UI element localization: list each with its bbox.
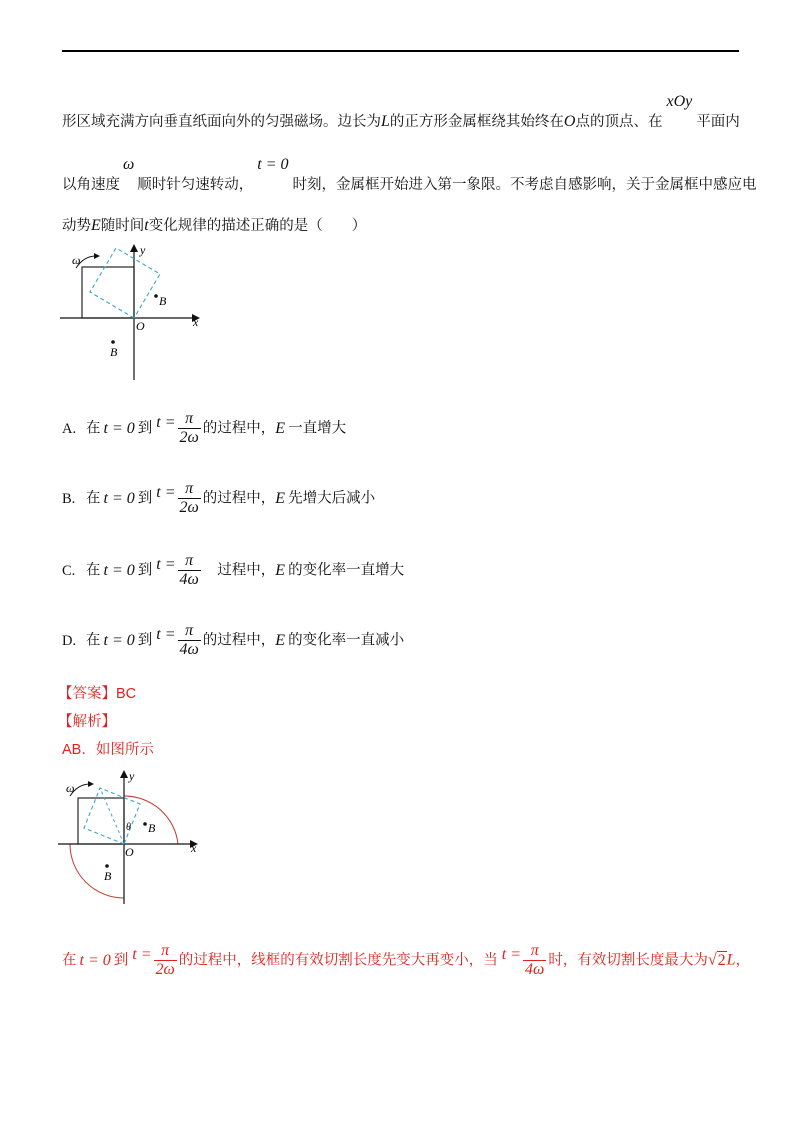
field-dot [143,822,147,826]
math-E: E [275,489,286,507]
text: 时刻，金属框开始进入第一象限。不考虑自感影响，关于金属框中感应电 [292,177,757,193]
fraction [178,480,201,517]
x-label: x [191,841,197,855]
numerator: π [178,552,201,571]
text: 时，有效切割长度最大为 [548,952,708,969]
denominator: 4ω [525,961,545,978]
math-t0: t = 0 [103,419,135,437]
text: 过程中， [202,562,276,579]
math-t: t [144,217,149,234]
text: 在 [62,952,77,969]
field-label-1: B [159,294,167,308]
math-t-eq: t = [156,625,176,643]
numerator: π [178,622,201,641]
y-axis-arrow [130,244,138,252]
field-dot [111,340,115,344]
text: 到 [137,632,153,649]
fraction [178,622,201,659]
math-t-eq: t = [156,483,176,501]
text: AB．如图所示 [62,742,154,758]
math-L: L [726,951,736,969]
math-E: E [275,631,286,649]
figure-rotating-frame [60,240,210,385]
text: 在 [86,562,101,579]
text: 动势 [62,218,91,234]
text: 点的顶点、在 [575,114,663,130]
option-b[interactable] [62,480,375,517]
math-t-eq: t = [156,555,176,573]
header-rule [62,50,739,52]
text: 一直增大 [288,420,347,437]
denominator: 2ω [155,961,175,978]
text: 先增大后减小 [288,490,376,507]
math-xOy: xOy [666,93,693,110]
field-label-2: B [110,345,118,359]
text: 的过程中，线框的有效切割长度先变大再变小，当 [178,952,498,969]
text: 平面内 [696,114,740,130]
option-label: C. [62,562,76,579]
y-axis-arrow [120,770,128,778]
radicand: 2 [717,951,726,969]
numerator: π [178,410,201,429]
text: 到 [137,562,153,579]
fraction [154,942,177,979]
fraction [523,942,546,979]
origin-label: O [125,845,134,859]
text: 变化规律的描述正确的是（ ） [148,218,367,234]
omega-label: ω [66,781,75,795]
text: ， [735,952,751,969]
text: 到 [113,952,129,969]
text: 以角速度 [62,177,120,193]
numerator: π [178,480,201,499]
numerator: π [154,942,177,961]
text: 在 [86,490,101,507]
math-E: E [275,561,286,579]
square-frame [78,798,124,844]
question-line-2 [62,156,757,194]
math-E: E [275,419,286,437]
fraction [178,552,201,589]
fraction [178,410,201,447]
figure-effective-length [58,768,208,908]
denominator: 2ω [179,429,199,446]
rotation-arrowhead [94,253,100,259]
denominator: 2ω [179,499,199,516]
rotated-frame-dashed [90,248,160,318]
text: 的过程中， [202,490,276,507]
text: 的过程中， [202,632,276,649]
answer-value: BC [116,686,137,702]
math-t0: t = 0 [103,489,135,507]
text: 顺时针匀速转动， [137,177,254,193]
math-t0: t = 0 [103,561,135,579]
text: 的变化率一直增大 [288,562,405,579]
y-label: y [140,243,146,257]
omega-label: ω [72,253,81,267]
math-t-eq: t = [132,945,152,963]
denominator: 4ω [179,641,199,658]
text: 随时间 [100,218,145,234]
denominator: 4ω [179,571,199,588]
math-t0: t = 0 [257,156,289,173]
math-t-eq: t = [501,945,522,963]
question-line-3 [62,214,366,235]
option-label: A. [62,420,77,437]
answer-line [58,682,136,703]
math-E: E [91,217,101,234]
arc-first-quadrant [124,796,178,844]
origin-label: O [136,319,145,333]
text: 到 [137,490,153,507]
option-c[interactable] [62,552,404,589]
math-O: O [563,113,576,130]
text: 在 [86,632,101,649]
text: 形区域充满方向垂直纸面向外的匀强磁场。边长为 [62,114,381,130]
text: 的过程中， [202,420,276,437]
sqrt-expression: √2 [707,951,726,969]
x-label: x [193,315,199,329]
analysis-tag: 【解析】 [58,714,116,730]
text: 的正方形金属框绕其始终在 [389,114,564,130]
conclusion-line [62,942,750,979]
option-label: D. [62,632,77,649]
question-line-1 [62,93,740,131]
math-t0: t = 0 [79,951,111,969]
field-dot [154,294,158,298]
math-L: L [381,113,390,130]
math-t-eq: t = [156,413,176,431]
math-omega: ω [123,156,135,173]
option-d[interactable] [62,622,404,659]
rotation-arrowhead [88,781,94,787]
option-a[interactable] [62,410,346,447]
text: 在 [86,420,101,437]
field-dot [105,864,109,868]
field-label-1: B [148,821,156,835]
text: 的变化率一直减小 [288,632,405,649]
math-t0: t = 0 [103,631,135,649]
numerator: π [523,942,546,961]
text: 到 [137,420,153,437]
arc-third-quadrant [70,844,124,898]
theta-label: θ [126,822,131,833]
answer-tag: 【答案】 [58,686,116,702]
field-label-2: B [104,869,112,883]
y-label: y [129,769,135,783]
option-label: B. [62,490,76,507]
analysis-intro [62,738,154,759]
